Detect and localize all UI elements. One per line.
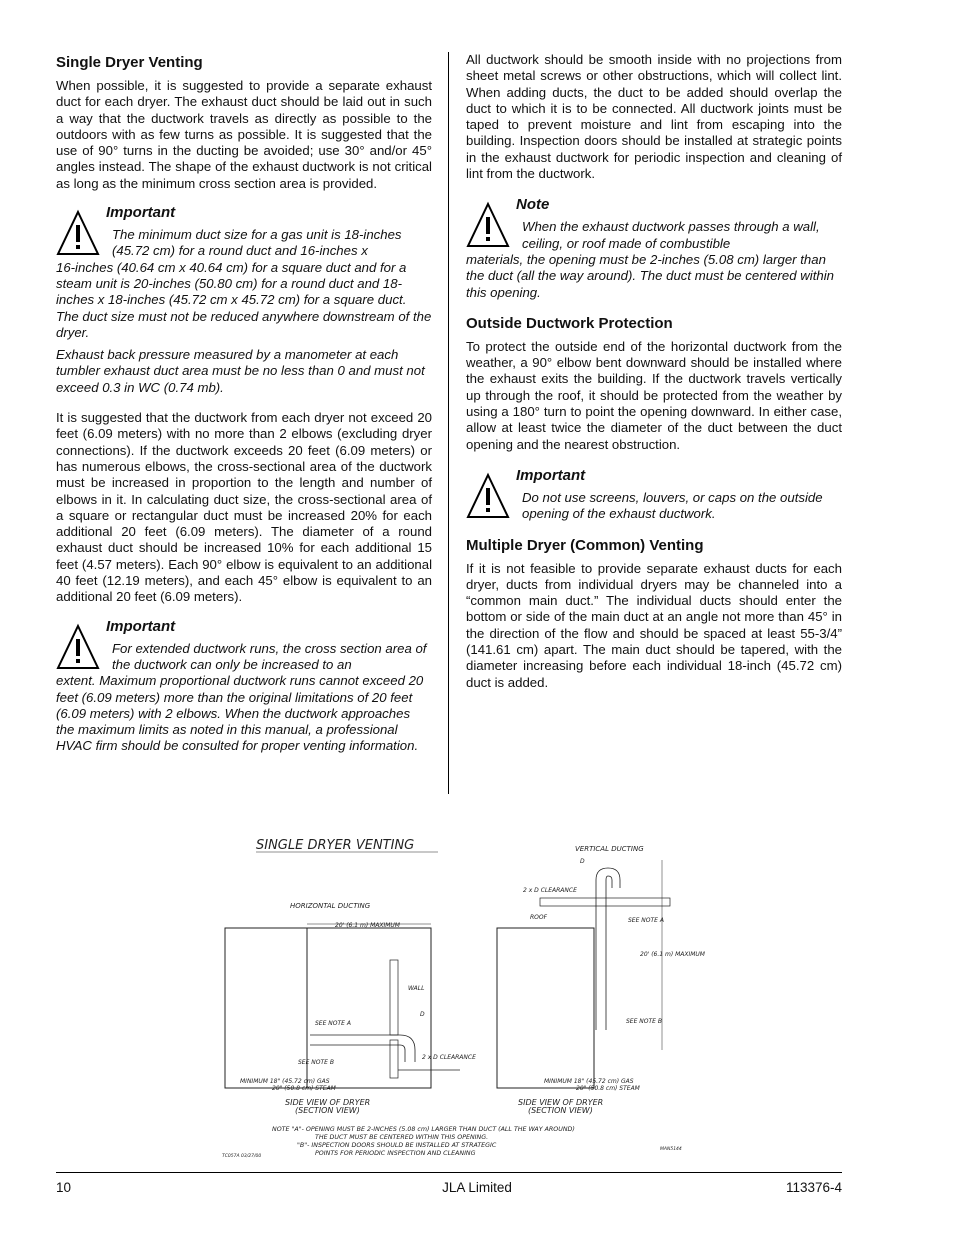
horizontal-duct	[310, 1035, 415, 1062]
important-text: extent. Maximum proportional ductwork runs cannot exceed 20 feet (6.09 meters) more than the original limitations of 20 feet (6.09 meters) with 2 elbows. When the ductwork approaches the maximum limits as noted in this manual, a professional HVAC firm should be consulted for proper venting information.	[56, 673, 424, 754]
section-view-label: (SECTION VIEW)	[528, 1106, 593, 1115]
vertical-duct	[596, 868, 620, 1030]
see-note-a-label: SEE NOTE A	[315, 1020, 351, 1027]
note-title: Note	[516, 196, 550, 214]
diagram-title: SINGLE DRYER VENTING	[256, 838, 415, 853]
warning-triangle-icon	[56, 210, 100, 256]
warning-triangle-icon	[466, 202, 510, 248]
wall	[390, 1040, 398, 1078]
venting-diagram	[210, 830, 705, 1160]
note-notice	[466, 196, 842, 300]
warning-triangle-icon	[466, 473, 510, 519]
footer-divider	[56, 1172, 842, 1173]
company-name: JLA Limited	[442, 1180, 512, 1195]
minimum-steam-label: 20" (50.8 cm) STEAM	[272, 1085, 336, 1092]
minimum-gas-label: MINIMUM 18" (45.72 cm) GAS	[240, 1078, 330, 1085]
note-b-line-2: POINTS FOR PERIODIC INSPECTION AND CLEANING	[315, 1150, 476, 1157]
drawing-reference: MAN5144	[660, 1147, 682, 1152]
ductwork-paragraph: All ductwork should be smooth inside with no projections from sheet metal screws or other obstructions, which will collect lint. When adding ducts, the duct to be added should overlap the duct to which it is to be connected. All ductwork joints must be taped to prevent moisture and lint from escaping into the building. Inspection doors should be installed at strategic points in the exhaust ductwork for periodic inspection and cleaning of lint from the ductwork.	[466, 52, 842, 182]
left-column	[56, 54, 432, 755]
clearance-label: 2 x D CLEARANCE	[422, 1054, 476, 1061]
side-view-label: SIDE VIEW OF DRYER	[518, 1098, 604, 1107]
page-number: 10	[56, 1180, 72, 1195]
important-notice-2	[56, 618, 432, 755]
note-b-line: "B"- INSPECTION DOORS SHOULD BE INSTALLED AT STRATEGIC	[297, 1142, 497, 1149]
important-title: Important	[516, 466, 586, 484]
outside-protection-heading: Outside Ductwork Protection	[466, 314, 673, 332]
horizontal-ducting-label: HORIZONTAL DUCTING	[290, 902, 371, 910]
vertical-ducting-label: VERTICAL DUCTING	[575, 845, 644, 853]
section-view-label: (SECTION VIEW)	[295, 1106, 360, 1115]
multiple-venting-heading: Multiple Dryer (Common) Venting	[466, 536, 704, 554]
right-column	[466, 52, 842, 691]
important-notice-3	[466, 467, 842, 523]
wall-label: WALL	[408, 985, 425, 992]
dryer-box	[497, 928, 594, 1088]
note-lead: When the exhaust ductwork passes through a wall, ceiling, or roof made of combustible	[522, 219, 820, 251]
column-divider	[448, 52, 449, 794]
duct-length-paragraph: It is suggested that the ductwork from each dryer not exceed 20 feet (6.09 meters) with no more than 2 elbows (excluding dryer connections). If the ductwork exceeds 20 feet (6.09 meters) or has numerous elbows, the cross-sectional area of the ductwork must be increased in proportion to the length and number of elbows in it. In calculating duct size, the cross-sectional area of a square or rectangular duct must be increased 20% for each additional 20 feet (6.09 meters). The diameter of a round exhaust duct should be increased 10% for each additional 15 feet (4.57 meters). Each 90° elbow is equivalent to an additional 40 feet (12.19 meters), and each 45° elbow is equivalent to an additional 20 feet (6.09 meters).	[56, 410, 432, 605]
outside-protection-paragraph: To protect the outside end of the horizontal ductwork from the weather, a 90° elbow bent downward should be installed where the exhaust exits the building. If the ductwork travels vertically up through the roof, it should be protected from the weather by using a 180° turn to point the opening downward. In either case, allow at least twice the diameter of the duct between the duct opening and the nearest obstruction.	[466, 338, 842, 452]
d-label: D	[420, 1011, 425, 1018]
important-title: Important	[106, 204, 176, 222]
side-view-label: SIDE VIEW OF DRYER	[285, 1098, 371, 1107]
important-notice-1	[56, 204, 432, 396]
roof-label: ROOF	[530, 914, 548, 921]
single-venting-paragraph: When possible, it is suggested to provide a separate exhaust duct for each dryer. The exhaust duct should be laid out in such a way that the ductwork travels as directly as possible to the outdoors with as few turns as possible. It is suggested that the use of 90° turns in the ducting be avoided; use 30° and/or 45° angles instead. The shape of the exhaust ductwork is not critical as long as the minimum cross section area is provided.	[56, 78, 432, 191]
document-number: 113376-4	[785, 1180, 842, 1195]
dryer-box	[225, 928, 307, 1088]
see-note-b-label: SEE NOTE B	[626, 1018, 662, 1025]
vertical-max-label: 20' (6.1 m) MAXIMUM	[640, 951, 705, 958]
important-text: 16-inches (40.64 cm x 40.64 cm) for a square duct and for a steam unit is 20-inches (50.80 cm) for a round duct and 18-inches x 18-inches (45.72 cm x 45.72 cm) for a square duct. The duct size must not be reduced anywhere downstream of the dryer.	[56, 259, 432, 340]
clearance-label: 2 x D CLEARANCE	[523, 887, 577, 894]
see-note-a-label: SEE NOTE A	[628, 917, 664, 924]
warning-triangle-icon	[56, 624, 100, 670]
see-note-b-label: SEE NOTE B	[298, 1059, 334, 1066]
multiple-venting-paragraph: If it is not feasible to provide separate exhaust ducts for each dryer, ducts from individual dryers may be channeled into a “common main duct.” The individual ducts should enter the bottom or side of the main duct at an angle not more than 45° in the direction of the flow and should be spaced at least 55-3/4” (141.61 cm) apart. The main duct should be tapered, with the diameter increasing before each individual 18-inch (45.72 cm) duct is added.	[466, 560, 842, 690]
note-a-line: NOTE "A"- OPENING MUST BE 2-INCHES (5.08 cm) LARGER THAN DUCT (ALL THE WAY AROUND)	[272, 1126, 575, 1133]
important-title: Important	[106, 617, 176, 635]
drawing-code: TC057A 03/27/00	[222, 1154, 262, 1159]
minimum-gas-label: MINIMUM 18" (45.72 cm) GAS	[544, 1078, 634, 1085]
important-lead: The minimum duct size for a gas unit is 18-inches (45.72 cm) for a round duct and 16-inches x	[112, 227, 402, 259]
minimum-steam-label: 20" (50.8 cm) STEAM	[576, 1085, 640, 1092]
d-label: D	[580, 858, 585, 865]
important-lead: For extended ductwork runs, the cross section area of the ductwork can only be increased to an	[112, 640, 427, 672]
note-text: materials, the opening must be 2-inches (5.08 cm) larger than the duct (all the way around). The duct must be centered within this opening.	[466, 251, 834, 300]
note-a-line-2: THE DUCT MUST BE CENTERED WITHIN THIS OPENING.	[315, 1134, 489, 1141]
wall	[390, 960, 398, 1035]
important-text: Do not use screens, louvers, or caps on the outside opening of the exhaust ductwork.	[522, 489, 823, 522]
horizontal-max-label: 20' (6.1 m) MAXIMUM	[335, 922, 400, 929]
roof	[540, 898, 670, 906]
back-pressure-text: Exhaust back pressure measured by a manometer at each tumbler exhaust duct area must be no less than 0 and must not exceed 0.3 in WC (0.74 mb).	[56, 347, 425, 395]
single-venting-heading: Single Dryer Venting	[56, 54, 203, 71]
